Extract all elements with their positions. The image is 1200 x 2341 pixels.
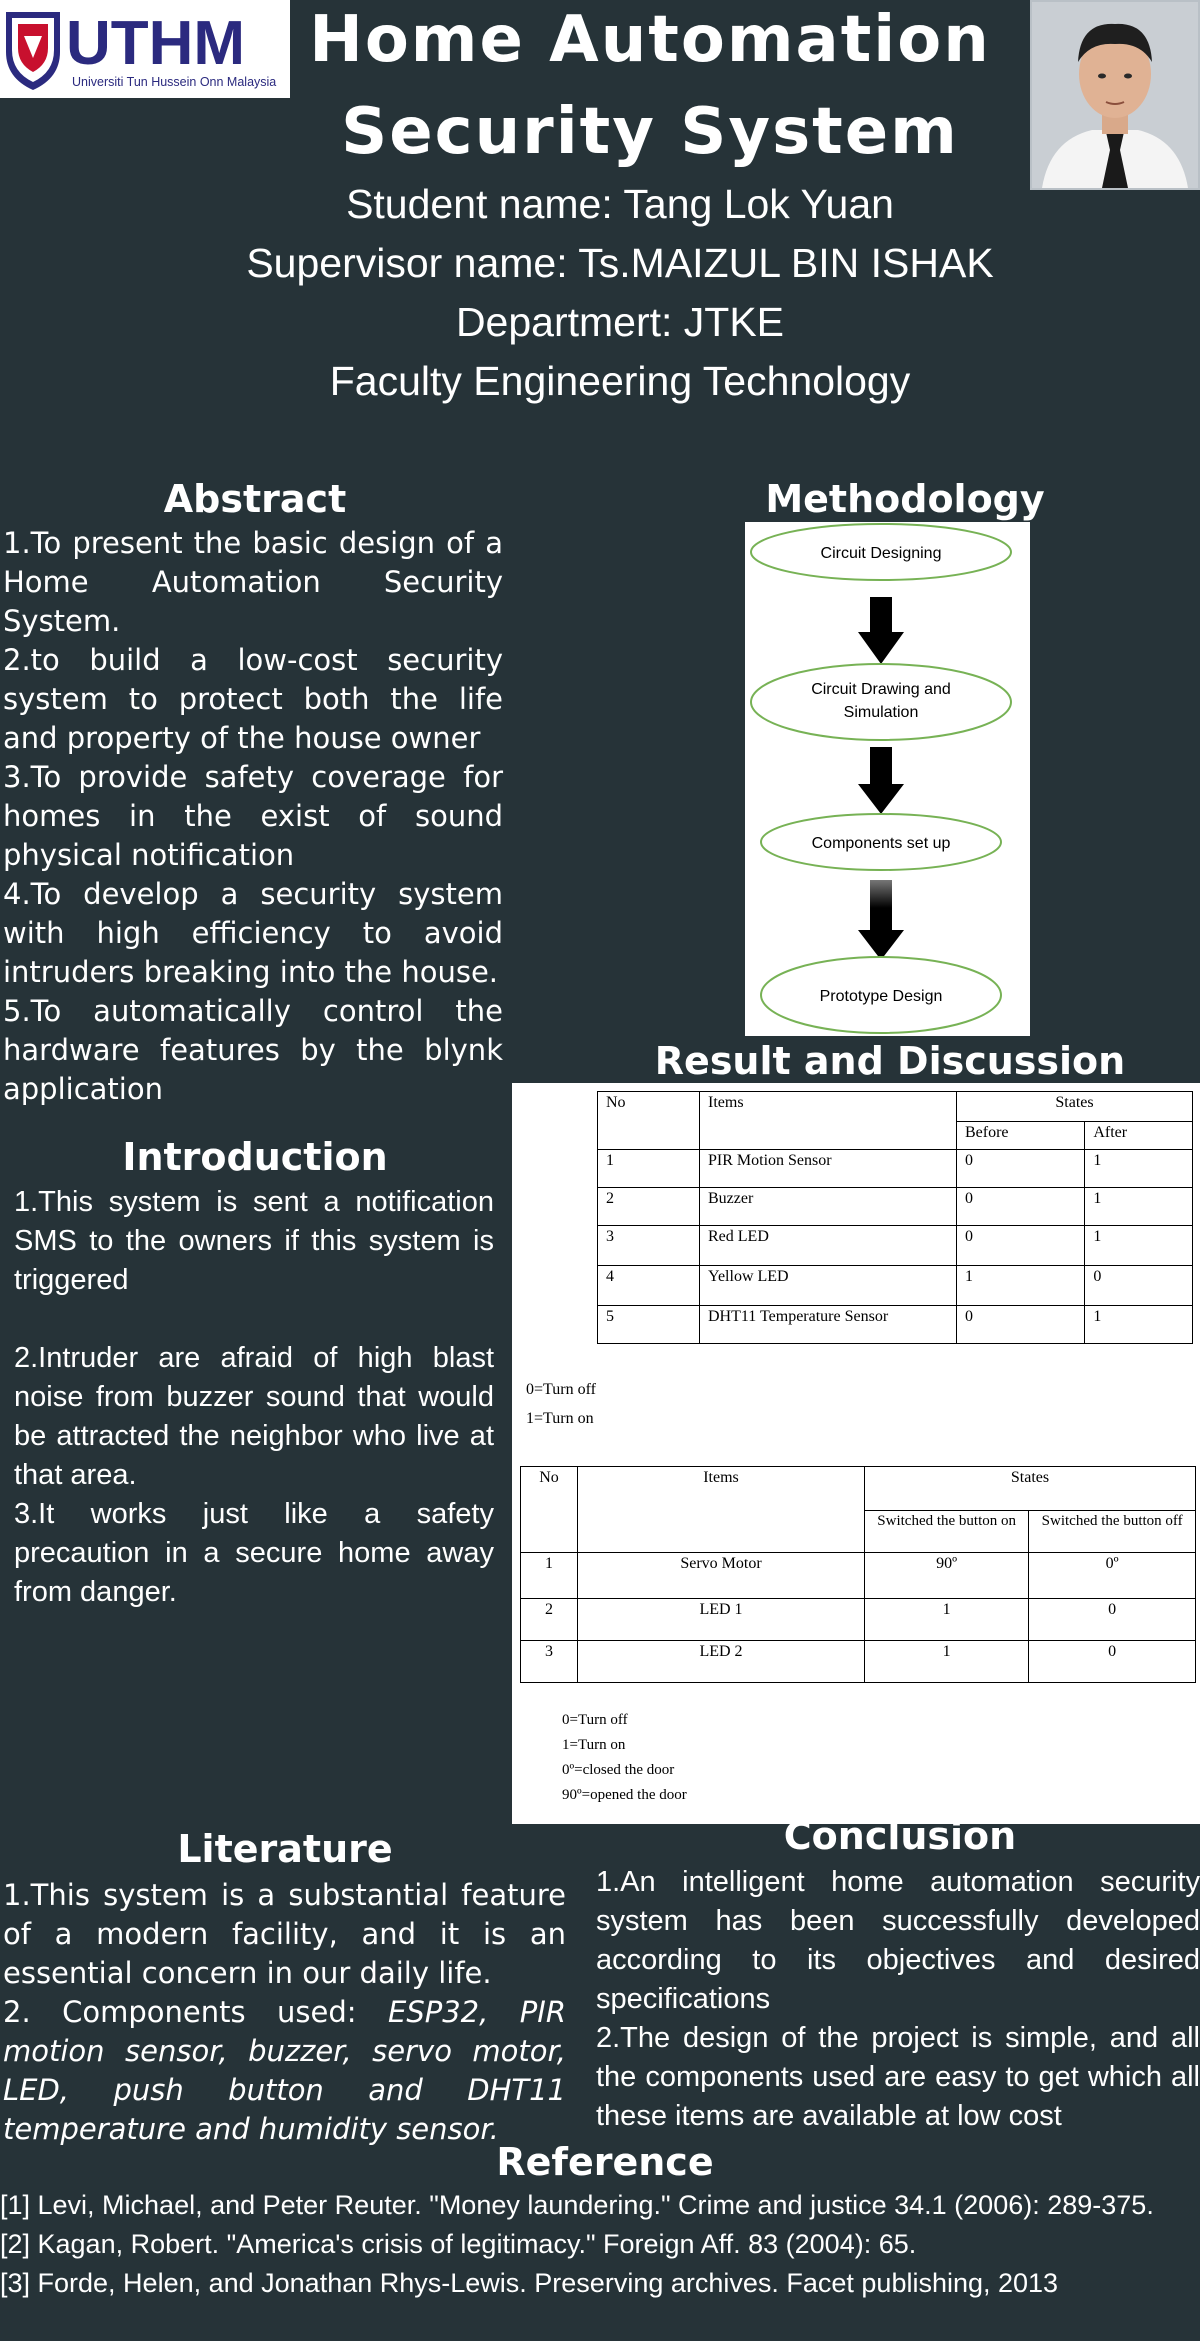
literature-body	[3, 1876, 566, 2149]
table-header: No	[598, 1092, 700, 1150]
table-cell: 0	[1085, 1266, 1193, 1306]
flow-step	[761, 814, 1001, 870]
flow-arrow	[858, 747, 904, 814]
legend-line: 0=Turn off	[562, 1712, 628, 1728]
poster-title-line1: Home Automation	[309, 3, 991, 77]
table-cell: Yellow LED	[700, 1266, 957, 1306]
table-cell: 1	[521, 1553, 578, 1599]
abstract-item: 1.To present the basic design of a Home Automation Security System.	[3, 526, 503, 638]
conclusion-item: 2.The design of the project is simple, and all the components used are easy to get which all these items are available at low cost	[596, 2022, 1200, 2132]
flow-step	[761, 957, 1001, 1033]
table-cell: 1	[1085, 1226, 1193, 1266]
table-header: States	[865, 1467, 1196, 1511]
table-row	[521, 1553, 1196, 1599]
table-cell: LED 2	[578, 1641, 865, 1683]
table-header: After	[1085, 1122, 1193, 1150]
table-cell: 90º	[865, 1553, 1029, 1599]
table-row	[521, 1599, 1196, 1641]
table-cell: 1	[1085, 1306, 1193, 1344]
table-cell: Servo Motor	[578, 1553, 865, 1599]
reference-item: [2] Kagan, Robert. "America's crisis of legitimacy." Foreign Aff. 83 (2004): 65.	[0, 2229, 917, 2259]
literature-item: 1.This system is a substantial feature of a modern facility, and it is an essential concern in our daily life.	[3, 1878, 566, 1990]
abstract-body	[3, 524, 503, 1109]
legend-line: 1=Turn on	[526, 1410, 594, 1427]
svg-text:Universiti Tun Hussein Onn Mal: Universiti Tun Hussein Onn Malaysia	[72, 75, 277, 89]
table-row	[598, 1188, 1193, 1226]
table-cell: 4	[598, 1266, 700, 1306]
result-heading: Result and Discussion	[654, 1039, 1126, 1083]
table-header: Before	[957, 1122, 1085, 1150]
table-cell: 2	[521, 1599, 578, 1641]
result-table2	[520, 1466, 1196, 1683]
table-cell: 2	[598, 1188, 700, 1226]
abstract-item: 2.to build a low-cost security system to protect both the life and property of the house owner	[3, 643, 503, 755]
table-header: Switched the button on	[865, 1511, 1029, 1553]
supervisor-name: Supervisor name: Ts.MAIZUL BIN ISHAK	[246, 240, 994, 286]
student-photo	[1030, 0, 1200, 190]
svg-text:Components set up: Components set up	[811, 835, 951, 852]
flow-arrow	[858, 597, 904, 664]
svg-text:UTHM: UTHM	[66, 9, 246, 78]
table-cell: 0	[957, 1188, 1085, 1226]
flow-arrow	[858, 880, 904, 960]
table-cell: 0	[1029, 1641, 1196, 1683]
table-cell: Buzzer	[700, 1188, 957, 1226]
table-cell: 1	[1085, 1150, 1193, 1188]
table-row	[598, 1150, 1193, 1188]
table-cell: PIR Motion Sensor	[700, 1150, 957, 1188]
table-header: Switched the button off	[1029, 1511, 1196, 1553]
table-row	[598, 1226, 1193, 1266]
table-cell: 0	[1029, 1599, 1196, 1641]
legend-line: 0º=closed the door	[562, 1762, 675, 1778]
introduction-item: 1.This system is sent a notification SMS to the owners if this system is triggered	[14, 1186, 494, 1296]
flow-step	[751, 664, 1011, 740]
abstract-item: 5.To automatically control the hardware features by the blynk application	[3, 994, 503, 1106]
conclusion-item: 1.An intelligent home automation security system has been successfully developed according to its objectives and desired specifications	[596, 1866, 1200, 2015]
table-header: Items	[700, 1092, 957, 1150]
reference-heading: Reference	[496, 2140, 714, 2184]
result-table1	[597, 1091, 1193, 1344]
table-cell: DHT11 Temperature Sensor	[700, 1306, 957, 1344]
table-cell: 0	[957, 1150, 1085, 1188]
conclusion-body	[596, 1863, 1200, 2136]
svg-text:Simulation: Simulation	[843, 704, 919, 721]
introduction-body	[14, 1183, 494, 1612]
table-cell: 1	[865, 1599, 1029, 1641]
table2-legend	[562, 1708, 687, 1808]
literature-item: 2. Components used: ESP32, PIR motion sensor, buzzer, servo motor, LED, push button and DHT11 temperature and humidity sensor.	[3, 1995, 566, 2146]
student-name: Student name: Tang Lok Yuan	[346, 181, 894, 227]
table-cell: 0	[957, 1306, 1085, 1344]
table-cell: 1	[957, 1266, 1085, 1306]
table-cell: 5	[598, 1306, 700, 1344]
table1-legend	[526, 1375, 596, 1433]
table-header: Items	[578, 1467, 865, 1553]
table-cell: 3	[521, 1641, 578, 1683]
department: Departmert: JTKE	[455, 299, 785, 345]
reference-item: [3] Forde, Helen, and Jonathan Rhys-Lewis. Preserving archives. Facet publishing, 2013	[0, 2268, 1059, 2298]
table-cell: 3	[598, 1226, 700, 1266]
table-header: States	[957, 1092, 1193, 1122]
table-cell: 0º	[1029, 1553, 1196, 1599]
legend-line: 1=Turn on	[562, 1737, 626, 1753]
reference-item: [1] Levi, Michael, and Peter Reuter. "Money laundering." Crime and justice 34.1 (2006): 289-375.	[0, 2190, 1154, 2220]
table-cell: 0	[957, 1226, 1085, 1266]
conclusion-heading: Conclusion	[783, 1814, 1017, 1858]
legend-line: 0=Turn off	[526, 1381, 596, 1398]
methodology-flowchart	[745, 522, 1030, 1036]
introduction-item: 2.Intruder are afraid of high blast noise from buzzer sound that would be attracted the neighbor who live at that area.	[14, 1342, 494, 1491]
introduction-item: 3.It works just like a safety precaution in a secure home away from danger.	[14, 1498, 494, 1608]
faculty: Faculty Engineering Technology	[329, 358, 911, 404]
abstract-item: 3.To provide safety coverage for homes in the exist of sound physical notification	[3, 760, 503, 872]
literature-heading: Literature	[177, 1827, 393, 1871]
flow-step	[751, 524, 1011, 580]
result-table2-panel	[512, 1448, 1200, 1824]
methodology-heading: Methodology	[765, 477, 1045, 521]
table-row	[598, 1266, 1193, 1306]
table-cell: LED 1	[578, 1599, 865, 1641]
poster-title-line2: Security System	[341, 95, 959, 169]
table-cell: 1	[1085, 1188, 1193, 1226]
table-row	[598, 1306, 1193, 1344]
abstract-item: 4.To develop a security system with high efficiency to avoid intruders breaking into the house.	[3, 877, 503, 989]
table-cell: Red LED	[700, 1226, 957, 1266]
reference-list	[0, 2186, 1200, 2303]
table-cell: 1	[598, 1150, 700, 1188]
introduction-heading: Introduction	[122, 1135, 388, 1179]
abstract-heading: Abstract	[163, 477, 347, 521]
table-row	[521, 1641, 1196, 1683]
svg-text:Prototype Design: Prototype Design	[819, 988, 943, 1005]
table-cell: 1	[865, 1641, 1029, 1683]
svg-text:Circuit Drawing and: Circuit Drawing and	[811, 681, 951, 698]
uthm-logo	[0, 0, 290, 98]
result-table1-panel	[512, 1083, 1200, 1448]
legend-line: 90º=opened the door	[562, 1787, 687, 1803]
table-header: No	[521, 1467, 578, 1553]
svg-text:Circuit Designing: Circuit Designing	[820, 545, 942, 562]
